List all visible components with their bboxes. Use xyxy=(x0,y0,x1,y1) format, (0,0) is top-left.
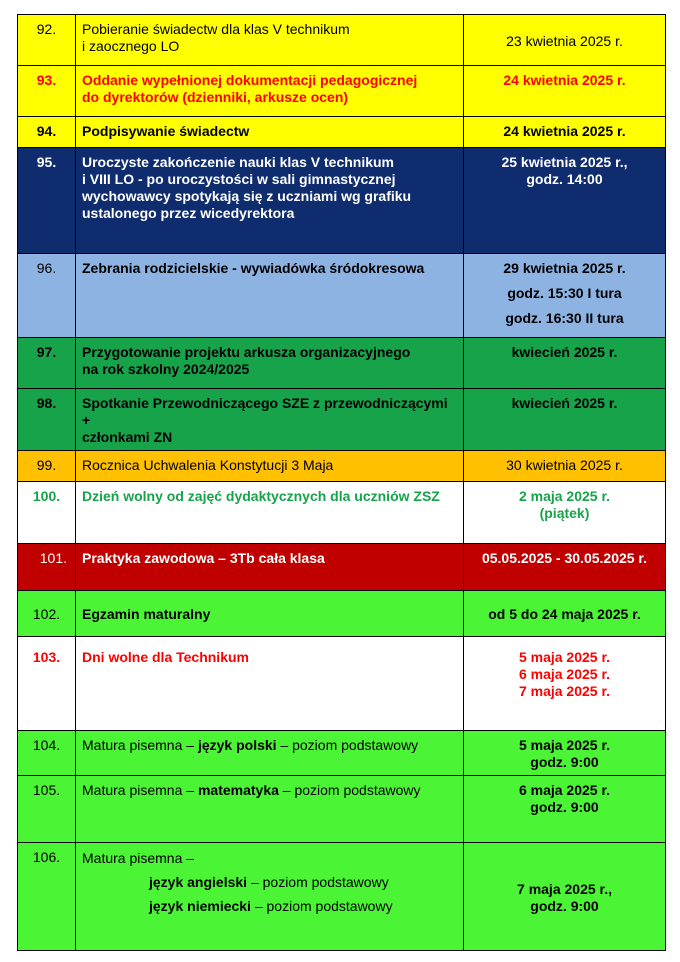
row-number: 102. xyxy=(18,591,76,637)
row-number: 94. xyxy=(18,117,76,148)
row-description: Podpisywanie świadectw xyxy=(76,117,464,148)
table-row xyxy=(18,15,666,66)
row-number: 100. xyxy=(18,482,76,544)
table-row xyxy=(18,843,666,951)
row-description: Zebrania rodzicielskie - wywiadówka śródokresowa xyxy=(76,254,464,338)
row-number: 105. xyxy=(18,776,76,843)
table-row xyxy=(18,776,666,843)
table-row xyxy=(18,389,666,451)
row-date: od 5 do 24 maja 2025 r. xyxy=(464,591,666,637)
table-row xyxy=(18,254,666,338)
table-row xyxy=(18,482,666,544)
row-number: 92. xyxy=(18,15,76,66)
row-description: Oddanie wypełnionej dokumentacji pedagogicznej do dyrektorów (dzienniki, arkusze ocen) xyxy=(76,66,464,117)
row-date: 23 kwietnia 2025 r. xyxy=(464,15,666,66)
row-description: Przygotowanie projektu arkusza organizacyjnego na rok szkolny 2024/2025 xyxy=(76,338,464,389)
row-number: 104. xyxy=(18,731,76,776)
table-row xyxy=(18,731,666,776)
row-date: 7 maja 2025 r., godz. 9:00 xyxy=(464,843,666,951)
row-date: 25 kwietnia 2025 r., godz. 14:00 xyxy=(464,148,666,254)
row-description: Rocznica Uchwalenia Konstytucji 3 Maja xyxy=(76,451,464,482)
table-row xyxy=(18,544,666,591)
row-date: 30 kwietnia 2025 r. xyxy=(464,451,666,482)
row-description: Matura pisemna – język polski – poziom podstawowy xyxy=(76,731,464,776)
table-row xyxy=(18,637,666,731)
row-description: Uroczyste zakończenie nauki klas V technikum i VIII LO - po uroczystości w sali gimnastycznej wychowawcy spotykają się z uczniami wg grafiku ustalonego przez wicedyrektora xyxy=(76,148,464,254)
row-description: Pobieranie świadectw dla klas V technikum i zaocznego LO xyxy=(76,15,464,66)
table-row xyxy=(18,451,666,482)
row-description: Egzamin maturalny xyxy=(76,591,464,637)
row-description: Matura pisemna – matematyka – poziom podstawowy xyxy=(76,776,464,843)
row-number: 95. xyxy=(18,148,76,254)
row-date: kwiecień 2025 r. xyxy=(464,389,666,451)
row-number: 106. xyxy=(18,843,76,951)
table-row xyxy=(18,117,666,148)
row-number: 97. xyxy=(18,338,76,389)
row-number: 103. xyxy=(18,637,76,731)
row-date: 5 maja 2025 r. 6 maja 2025 r. 7 maja 2025 r. xyxy=(464,637,666,731)
row-date: 6 maja 2025 r. godz. 9:00 xyxy=(464,776,666,843)
table-row xyxy=(18,66,666,117)
row-date: 5 maja 2025 r. godz. 9:00 xyxy=(464,731,666,776)
row-description: Spotkanie Przewodniczącego SZE z przewodniczącymi + członkami ZN xyxy=(76,389,464,451)
row-number: 96. xyxy=(18,254,76,338)
row-date: 29 kwietnia 2025 r. godz. 15:30 I tura godz. 16:30 II tura xyxy=(464,254,666,338)
row-number: 99. xyxy=(18,451,76,482)
row-description: Dzień wolny od zajęć dydaktycznych dla uczniów ZSZ xyxy=(76,482,464,544)
row-date: 05.05.2025 - 30.05.2025 r. xyxy=(464,544,666,591)
row-number: 93. xyxy=(18,66,76,117)
row-date: 2 maja 2025 r. (piątek) xyxy=(464,482,666,544)
row-number: 101. xyxy=(18,544,76,591)
row-description: Matura pisemna – język angielski – poziom podstawowy język niemiecki – poziom podstawowy xyxy=(76,843,464,951)
row-date: 24 kwietnia 2025 r. xyxy=(464,66,666,117)
row-description: Dni wolne dla Technikum xyxy=(76,637,464,731)
row-date: 24 kwietnia 2025 r. xyxy=(464,117,666,148)
table-row xyxy=(18,591,666,637)
table-row xyxy=(18,338,666,389)
row-date: kwiecień 2025 r. xyxy=(464,338,666,389)
row-number: 98. xyxy=(18,389,76,451)
row-description: Praktyka zawodowa – 3Tb cała klasa xyxy=(76,544,464,591)
schedule-table xyxy=(17,14,666,951)
table-row xyxy=(18,148,666,254)
